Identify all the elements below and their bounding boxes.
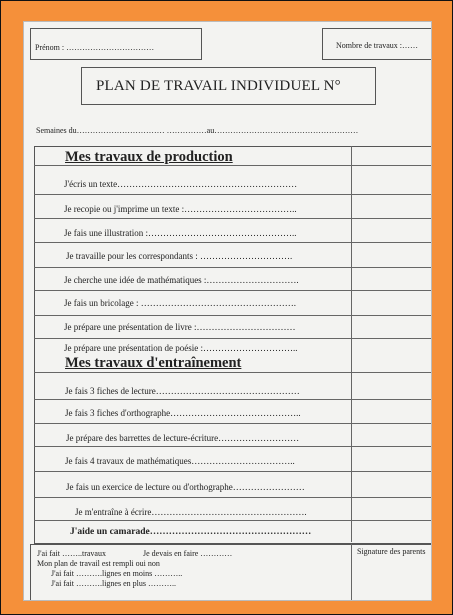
row-line [34,423,431,424]
row-line [34,242,431,243]
production-row: Je fais une illustration :………………………………………….. [64,228,297,238]
row-line [34,497,431,498]
entrainement-heading: Mes travaux d'entraînement [65,355,242,371]
lignes-plus: J'ai fait ……….lignes en plus ……….. [51,579,176,588]
row-line [34,267,431,268]
table-divider [351,146,352,542]
entrainement-row: Je fais un exercice de lecture ou d'orthographe…………………… [66,482,305,492]
production-row: Je travaille pour les correspondants : …………………………. [66,251,293,261]
row-line [34,315,431,316]
row-line [34,194,431,195]
worksheet-page [23,21,432,601]
row-line [34,446,431,447]
lignes-moins: J'ai fait ……….lignes en moins ……….. [51,569,183,578]
prenom-field: Prénom : …………………………… [35,43,155,52]
production-row: J'écris un texte…………………………………………………… [64,179,298,189]
production-row: Je recopie ou j'imprime un texte :……………………………….. [64,204,297,214]
camarade-row: J'aide un camarade…………………………………………… [70,527,312,537]
production-row: Je cherche une idée de mathématiques :…………………………. [64,275,299,285]
production-row: Je fais un bricolage : ……………………………………………. [64,298,296,308]
signature-parents: Signature des parents [357,547,426,556]
row-line [34,218,431,219]
row-line [34,520,431,521]
page-title: PLAN DE TRAVAIL INDIVIDUEL N° [96,78,341,94]
row-line [34,471,431,472]
nombre-travaux-field: Nombre de travaux :…… [336,41,418,50]
travaux-faits: J'ai fait ……..travaux [37,549,106,558]
row-line [34,338,431,339]
travaux-prevus: Je devais en faire ………… [143,549,233,558]
entrainement-row: Je fais 3 fiches d'orthographe…………………………………….. [65,408,301,418]
footer-divider [351,544,352,600]
production-heading: Mes travaux de production [65,149,233,165]
plan-rempli: Mon plan de travail est rempli oui non [37,559,160,568]
row-line [34,399,431,400]
semaines-line: Semaines du…………………………… ……………au……………………………………………… [36,126,359,135]
entrainement-row: Je fais 4 travaux de mathématiques…………………………….. [65,456,295,466]
row-line [34,372,431,373]
production-row: Je prépare une présentation de poésie :………………………….. [64,343,298,353]
row-line [34,165,431,166]
entrainement-row: Je fais 3 fiches de lecture………………………………………… [65,386,300,396]
production-row: Je prépare une présentation de livre :…………………………… [64,322,296,332]
row-line [34,290,431,291]
entrainement-row: Je m'entraîne à écrire……………………………………………. [75,507,307,517]
entrainement-row: Je prépare des barrettes de lecture-écriture……………………… [66,433,300,443]
